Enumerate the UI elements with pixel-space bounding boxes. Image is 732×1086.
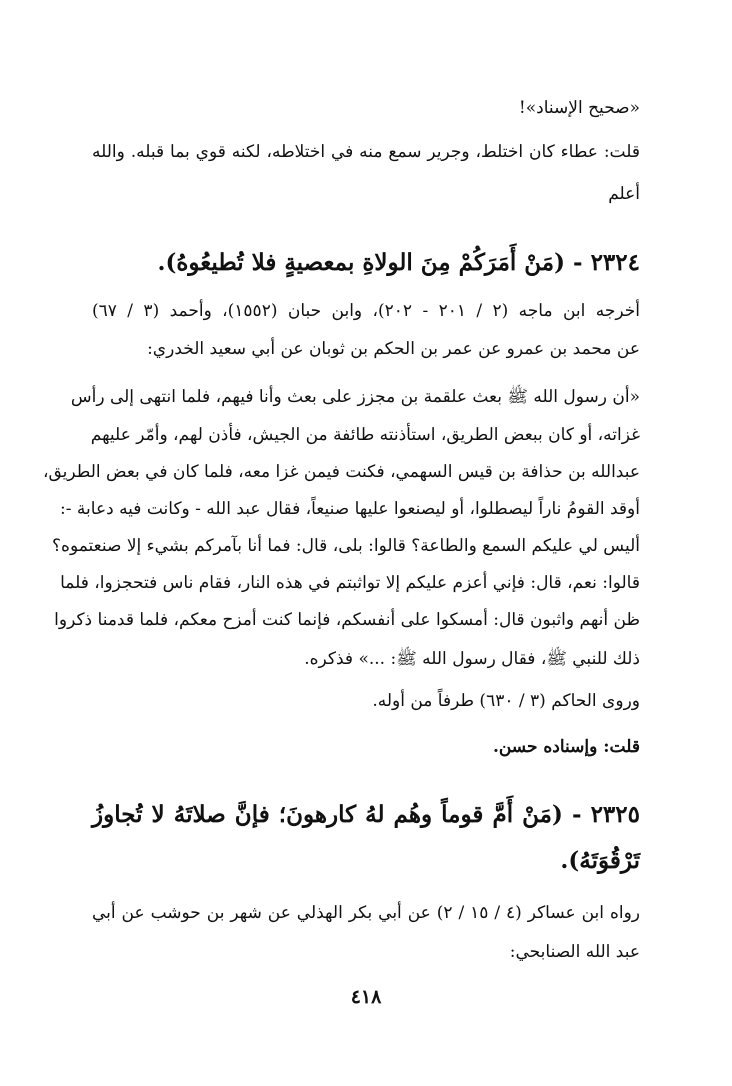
text-line: أوقد القومُ ناراً ليصطلوا، أو ليصنعوا عليها صنيعاً، فقال عبد الله - وكانت فيه دعابة -: xyxy=(60,499,640,519)
text-line: تَرْقُوَتَهُ). xyxy=(560,847,640,874)
text-line: قلت: عطاء كان اختلط، وجرير سمع منه في اختلاطه، لكنه قوي بما قبله. والله xyxy=(92,142,640,162)
text-line: غزاته، أو كان ببعض الطريق، استأذنته طائفة من الجيش، فأذن لهم، وأمّر عليهم xyxy=(90,425,640,445)
text-line: وروى الحاكم (٣ / ٦٣٠) طرفاً من أوله. xyxy=(372,691,640,711)
text-line: «صحيح الإسناد»! xyxy=(518,98,640,118)
text-line: أخرجه ابن ماجه (٢ / ٢٠١ - ٢٠٢)، وابن حبان (١٥٥٢)، وأحمد (٣ / ٦٧) xyxy=(92,301,640,321)
text-line: أليس لي عليكم السمع والطاعة؟ قالوا: بلى، قال: فما أنا بآمركم بشيء إلا صنعتموه؟ xyxy=(52,536,640,556)
text-line: رواه ابن عساكر (٤ / ١٥ / ٢) عن أبي بكر الهذلي عن شهر بن حوشب عن أبي xyxy=(92,903,640,923)
text-line: قالوا: نعم، قال: فإني أعزم عليكم إلا تواثبتم في هذه النار، فقام ناس فتحجزوا، فلما xyxy=(60,573,640,593)
text-line: أعلم xyxy=(608,184,640,204)
text-line: عبد الله الصنابحي: xyxy=(509,942,640,962)
text-line: عن محمد بن عمرو عن عمر بن الحكم بن ثوبان عن أبي سعيد الخدري: xyxy=(147,339,640,359)
page-number: ٤١٨ xyxy=(350,986,382,1008)
text-line: قلت: وإسناده حسن. xyxy=(492,737,640,757)
text-line: ٢٣٢٤ - (مَنْ أَمَرَكُمْ مِنَ الولاةِ بمعصيةٍ فلا تُطيعُوهُ). xyxy=(157,249,640,276)
text-line: ذلك للنبي ﷺ، فقال رسول الله ﷺ: ...» فذكره. xyxy=(304,649,640,669)
text-line: ٢٣٢٥ - (مَنْ أَمَّ قوماً وهُم لهُ كارهونَ؛ فإنَّ صلاتَهُ لا تُجاوزُ xyxy=(92,801,640,828)
text-line: ظن أنهم واثبون قال: أمسكوا على أنفسكم، فإنما كنت أمزح معكم، فلما قدمنا ذكروا xyxy=(54,610,640,630)
text-line: «أن رسول الله ﷺ بعث علقمة بن مجزز على بعث وأنا فيهم، فلما انتهى إلى رأس xyxy=(70,387,640,407)
text-line: عبدالله بن حذافة بن قيس السهمي، فكنت فيمن غزا معه، فلما كان في بعض الطريق، xyxy=(42,462,640,482)
